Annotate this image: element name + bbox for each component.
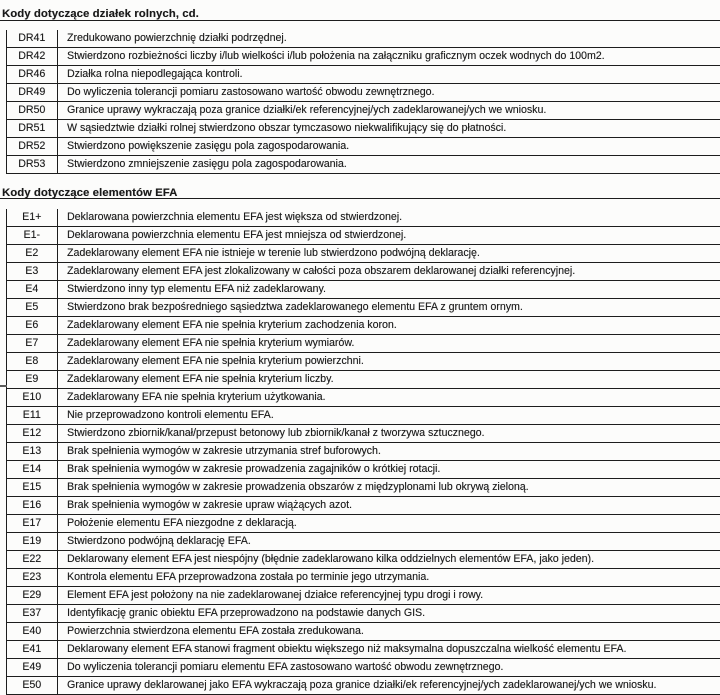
table-row [7,641,720,659]
table-row [7,281,720,299]
table-row [7,209,720,227]
code-cell: DR46 [7,66,58,83]
table-row [7,84,720,102]
code-cell: DR53 [7,156,58,173]
table-row [7,156,720,174]
code-cell: DR50 [7,102,58,119]
code-cell: DR42 [7,48,58,65]
description-cell: Zadeklarowany EFA nie spełnia kryterium użytkowania. [58,389,720,406]
table-row [7,443,720,461]
description-cell: Brak spełnienia wymogów w zakresie upraw wiążących azot. [58,497,720,514]
section-title-efa: Kody dotyczące elementów EFA [0,184,720,200]
description-cell: Deklarowana powierzchnia elementu EFA jest mniejsza od stwierdzonej. [58,227,720,244]
code-cell: E12 [7,425,58,442]
table-row [7,551,720,569]
table-row [7,389,720,407]
table-row [7,263,720,281]
table-row [7,30,720,48]
description-cell: Stwierdzono rozbieżności liczby i/lub wielkości i/lub położenia na załączniku graficznym oczek wodnych do 100m2. [58,48,720,65]
table-row [7,299,720,317]
description-cell: Deklarowany element EFA jest niespójny (błędnie zadeklarowano kilka oddzielnych elementów EFA, jako jeden). [58,551,720,568]
table-row [7,461,720,479]
code-cell: E6 [7,317,58,334]
code-cell: DR51 [7,120,58,137]
description-cell: Działka rolna niepodlegająca kontroli. [58,66,720,83]
code-cell: E17 [7,515,58,532]
section-title-dr: Kody dotyczące działek rolnych, cd. [0,9,720,21]
code-cell: E1+ [7,209,58,226]
table-row [7,335,720,353]
description-cell: Granice uprawy deklarowanej jako EFA wykraczają poza granice działki/ek referencyjnej/ych zadeklarowanej/ych we wniosku. [58,677,720,694]
table-row [7,425,720,443]
description-cell: Do wyliczenia tolerancji pomiaru elementu EFA zastosowano wartość obwodu zewnętrznego. [58,659,720,676]
document-page [0,9,720,694]
description-cell: Do wyliczenia tolerancji pomiaru zastosowano wartość obwodu zewnętrznego. [58,84,720,101]
description-cell: Kontrola elementu EFA przeprowadzona została po terminie jego utrzymania. [58,569,720,586]
table-row [7,227,720,245]
table-row [7,515,720,533]
description-cell: Zadeklarowany element EFA nie spełnia kryterium powierzchni. [58,353,720,370]
code-cell: E40 [7,623,58,640]
code-cell: E16 [7,497,58,514]
codes-table-dr [6,30,720,174]
code-cell: E1- [7,227,58,244]
description-cell: Zadeklarowany element EFA nie spełnia kryterium wymiarów. [58,335,720,352]
description-cell: Brak spełnienia wymogów w zakresie utrzymania stref buforowych. [58,443,720,460]
code-cell: E11 [7,407,58,424]
code-cell: E3 [7,263,58,280]
description-cell: Powierzchnia stwierdzona elementu EFA została zredukowana. [58,623,720,640]
table-row [7,497,720,515]
code-cell: DR49 [7,84,58,101]
code-cell: E41 [7,641,58,658]
description-cell: Brak spełnienia wymogów w zakresie prowadzenia obszarów z międzyplonami lub okrywą zieloną. [58,479,720,496]
description-cell: Położenie elementu EFA niezgodne z deklaracją. [58,515,720,532]
table-row [7,677,720,695]
description-cell: Granice uprawy wykraczają poza granice działki/ek referencyjnej/ych zadeklarowanej/ych we wniosku. [58,102,720,119]
code-cell: E22 [7,551,58,568]
code-cell: E10 [7,389,58,406]
table-row [7,407,720,425]
description-cell: Zadeklarowany element EFA nie istnieje w terenie lub stwierdzono podwójną deklarację. [58,245,720,262]
description-cell: Zadeklarowany element EFA jest zlokalizowany w całości poza obszarem deklarowanej działki referencyjnej. [58,263,720,280]
table-row [7,102,720,120]
table-row [7,623,720,641]
codes-table-efa [6,209,720,695]
scan-artifact-mark [0,385,7,387]
section-dr-codes [0,9,720,174]
code-cell: E49 [7,659,58,676]
description-cell: Nie przeprowadzono kontroli elementu EFA. [58,407,720,424]
code-cell: E8 [7,353,58,370]
description-cell: Deklarowany element EFA stanowi fragment obiektu większego niż maksymalna dopuszczalna wielkość elementu EFA. [58,641,720,658]
table-row [7,48,720,66]
code-cell: E37 [7,605,58,622]
description-cell: Stwierdzono brak bezpośredniego sąsiedztwa zadeklarowanego elementu EFA z gruntem ornym. [58,299,720,316]
code-cell: E50 [7,677,58,694]
code-cell: E23 [7,569,58,586]
table-row [7,138,720,156]
code-cell: E9 [7,371,58,388]
description-cell: Zadeklarowany element EFA nie spełnia kryterium liczby. [58,371,720,388]
table-row [7,120,720,138]
table-row [7,371,720,389]
code-cell: E2 [7,245,58,262]
description-cell: Stwierdzono zbiornik/kanał/przepust betonowy lub zbiornik/kanał z tworzywa sztucznego. [58,425,720,442]
description-cell: Brak spełnienia wymogów w zakresie prowadzenia zagajników o krótkiej rotacji. [58,461,720,478]
table-row [7,569,720,587]
description-cell: Stwierdzono inny typ elementu EFA niż zadeklarowany. [58,281,720,298]
description-cell: W sąsiedztwie działki rolnej stwierdzono obszar tymczasowo niekwalifikujący się do płatności. [58,120,720,137]
description-cell: Stwierdzono zmniejszenie zasięgu pola zagospodarowania. [58,156,720,173]
section-efa-codes [0,184,720,695]
code-cell: E4 [7,281,58,298]
description-cell: Identyfikację granic obiektu EFA przeprowadzono na podstawie danych GIS. [58,605,720,622]
table-row [7,353,720,371]
code-cell: E29 [7,587,58,604]
description-cell: Zadeklarowany element EFA nie spełnia kryterium zachodzenia koron. [58,317,720,334]
description-cell: Zredukowano powierzchnię działki podrzędnej. [58,30,720,47]
table-row [7,317,720,335]
code-cell: E15 [7,479,58,496]
code-cell: E14 [7,461,58,478]
description-cell: Stwierdzono podwójną deklarację EFA. [58,533,720,550]
table-row [7,533,720,551]
description-cell: Stwierdzono powiększenie zasięgu pola zagospodarowania. [58,138,720,155]
code-cell: E19 [7,533,58,550]
description-cell: Element EFA jest położony na nie zadeklarowanej działce referencyjnej typu drogi i rowy. [58,587,720,604]
code-cell: E5 [7,299,58,316]
table-row [7,245,720,263]
code-cell: DR52 [7,138,58,155]
description-cell: Deklarowana powierzchnia elementu EFA jest większa od stwierdzonej. [58,209,720,226]
table-row [7,659,720,677]
code-cell: E13 [7,443,58,460]
table-row [7,479,720,497]
table-row [7,66,720,84]
code-cell: DR41 [7,30,58,47]
table-row [7,605,720,623]
code-cell: E7 [7,335,58,352]
table-row [7,587,720,605]
